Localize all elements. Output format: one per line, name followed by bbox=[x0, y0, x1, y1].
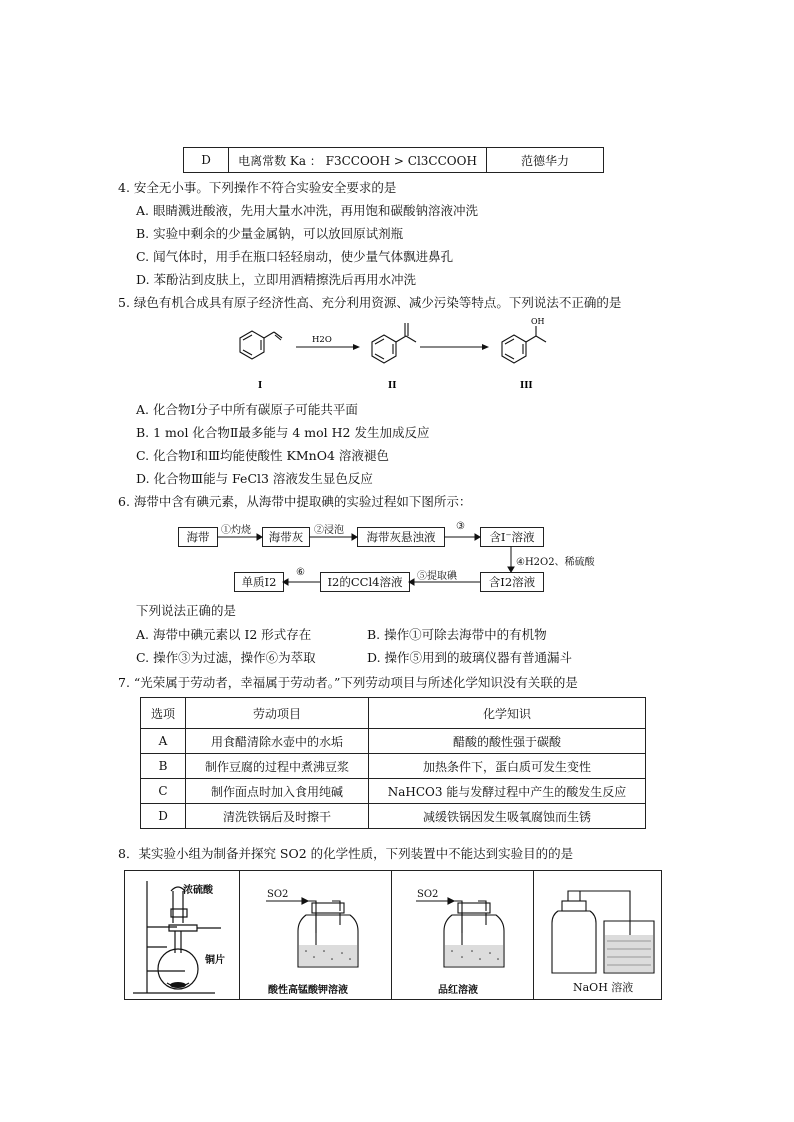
q4-option-a: A. 眼睛溅进酸液，先用大量水冲洗，再用饱和碳酸钠溶液冲洗 bbox=[136, 203, 478, 218]
q6-option-b: B. 操作①可除去海带中的有机物 bbox=[367, 627, 547, 642]
flow-box-iodine-solution: 含I2溶液 bbox=[480, 572, 544, 592]
flow-box-ash: 海带灰 bbox=[262, 527, 310, 547]
q5-option-c: C. 化合物Ⅰ和Ⅲ均能使酸性 KMnO4 溶液褪色 bbox=[136, 448, 389, 463]
apparatus-b-wash-bottle bbox=[240, 871, 391, 999]
flow-step-1: ①灼烧 bbox=[221, 525, 251, 536]
q7-header-labor: 劳动项目 bbox=[186, 698, 369, 729]
compound-iii-label: III bbox=[520, 381, 533, 391]
top-row-force: 范德华力 bbox=[487, 148, 604, 173]
q7-header-option: 选项 bbox=[141, 698, 186, 729]
q6-option-d: D. 操作⑤用到的玻璃仪器有普通漏斗 bbox=[367, 650, 573, 665]
flow-box-ccl4-solution: I2的CCl4溶液 bbox=[320, 572, 410, 592]
q6-option-c: C. 操作③为过滤，操作⑥为萃取 bbox=[136, 650, 316, 665]
flow-box-suspension: 海带灰悬浊液 bbox=[357, 527, 445, 547]
q8-apparatus-table bbox=[124, 870, 662, 1000]
q7-cell: 加热条件下，蛋白质可发生变性 bbox=[369, 754, 646, 779]
flow-box-elemental-iodine: 单质I2 bbox=[234, 572, 284, 592]
compound-i-label: I bbox=[258, 381, 263, 391]
panel-d-caption: NaOH 溶液 bbox=[573, 981, 634, 994]
q6-stem: 6. 海带中含有碘元素，从海带中提取碘的实验过程如下图所示： bbox=[118, 494, 472, 509]
q6-option-a: A. 海带中碘元素以 I2 形式存在 bbox=[136, 627, 312, 642]
flow-box-seaweed: 海带 bbox=[178, 527, 218, 547]
top-row-option: D bbox=[184, 148, 229, 173]
q4-option-b: B. 实验中剩余的少量金属钠，可以放回原试剂瓶 bbox=[136, 226, 404, 241]
q7-cell: NaHCO3 能与发酵过程中产生的酸发生反应 bbox=[369, 779, 646, 804]
q7-cell: D bbox=[141, 804, 186, 829]
q7-cell: 用食醋清除水壶中的水垢 bbox=[186, 729, 369, 754]
q7-cell: 醋酸的酸性强于碳酸 bbox=[369, 729, 646, 754]
q7-cell: A bbox=[141, 729, 186, 754]
oh-label: OH bbox=[531, 317, 545, 326]
flow-step-2: ②浸泡 bbox=[314, 525, 344, 536]
q5-option-a: A. 化合物Ⅰ分子中所有碳原子可能共平面 bbox=[136, 402, 358, 417]
q7-stem: 7. “光荣属于劳动者，幸福属于劳动者。”下列劳动项目与所述化学知识没有关联的是 bbox=[118, 675, 578, 690]
flow-step-4: ④H2O2、稀硫酸 bbox=[516, 557, 595, 568]
table-row bbox=[141, 729, 646, 754]
table-row bbox=[141, 754, 646, 779]
q5-option-b: B. 1 mol 化合物Ⅱ最多能与 4 mol H2 发生加成反应 bbox=[136, 425, 430, 440]
table-row bbox=[141, 779, 646, 804]
q8-stem: 8．某实验小组为制备并探究 SO2 的化学性质，下列装置中不能达到实验目的的是 bbox=[118, 846, 574, 861]
q4-option-c: C. 闻气体时，用手在瓶口轻轻扇动，使少量气体飘进鼻孔 bbox=[136, 249, 454, 264]
flow-step-6: ⑥ bbox=[296, 567, 305, 578]
label-concentrated-sulfuric-acid: 浓硫酸 bbox=[183, 885, 213, 896]
q7-cell: B bbox=[141, 754, 186, 779]
q4-stem: 4. 安全无小事。下列操作不符合实验安全要求的是 bbox=[118, 180, 397, 195]
q5-stem: 5. 绿色有机合成具有原子经济性高、充分利用资源、减少污染等特点。下列说法不正确的是 bbox=[118, 295, 622, 310]
q7-cell: 减缓铁锅因发生吸氧腐蚀而生锈 bbox=[369, 804, 646, 829]
panel-c-caption: 品红溶液 bbox=[438, 985, 478, 996]
panel-b-gas-label: SO2 bbox=[267, 889, 289, 900]
q4-option-d: D. 苯酚沾到皮肤上，立即用酒精擦洗后再用水冲洗 bbox=[136, 272, 417, 287]
label-copper-sheet: 铜片 bbox=[205, 955, 225, 966]
q7-table bbox=[140, 697, 646, 829]
q7-cell: 制作豆腐的过程中煮沸豆浆 bbox=[186, 754, 369, 779]
apparatus-c-wash-bottle bbox=[392, 871, 533, 999]
table-row bbox=[141, 804, 646, 829]
q7-cell: C bbox=[141, 779, 186, 804]
top-row-content: 电离常数 Ka ： F3CCOOH > Cl3CCOOH bbox=[229, 148, 487, 173]
flow-box-iodide-solution: 含I⁻溶液 bbox=[480, 527, 544, 547]
apparatus-a-generator bbox=[125, 871, 239, 999]
flow-step-3: ③ bbox=[456, 521, 465, 532]
panel-b-caption: 酸性高锰酸钾溶液 bbox=[268, 985, 348, 996]
q5-option-d: D. 化合物Ⅲ能与 FeCl3 溶液发生显色反应 bbox=[136, 471, 373, 486]
q7-cell: 清洗铁锅后及时擦干 bbox=[186, 804, 369, 829]
q6-lead: 下列说法正确的是 bbox=[136, 603, 237, 618]
q7-cell: 制作面点时加入食用纯碱 bbox=[186, 779, 369, 804]
panel-c-gas-label: SO2 bbox=[417, 889, 439, 900]
compound-ii-label: II bbox=[388, 381, 397, 391]
reagent-label: H2O bbox=[312, 335, 332, 345]
q7-header-knowledge: 化学知识 bbox=[369, 698, 646, 729]
flow-step-5: ⑤提取碘 bbox=[417, 571, 457, 582]
